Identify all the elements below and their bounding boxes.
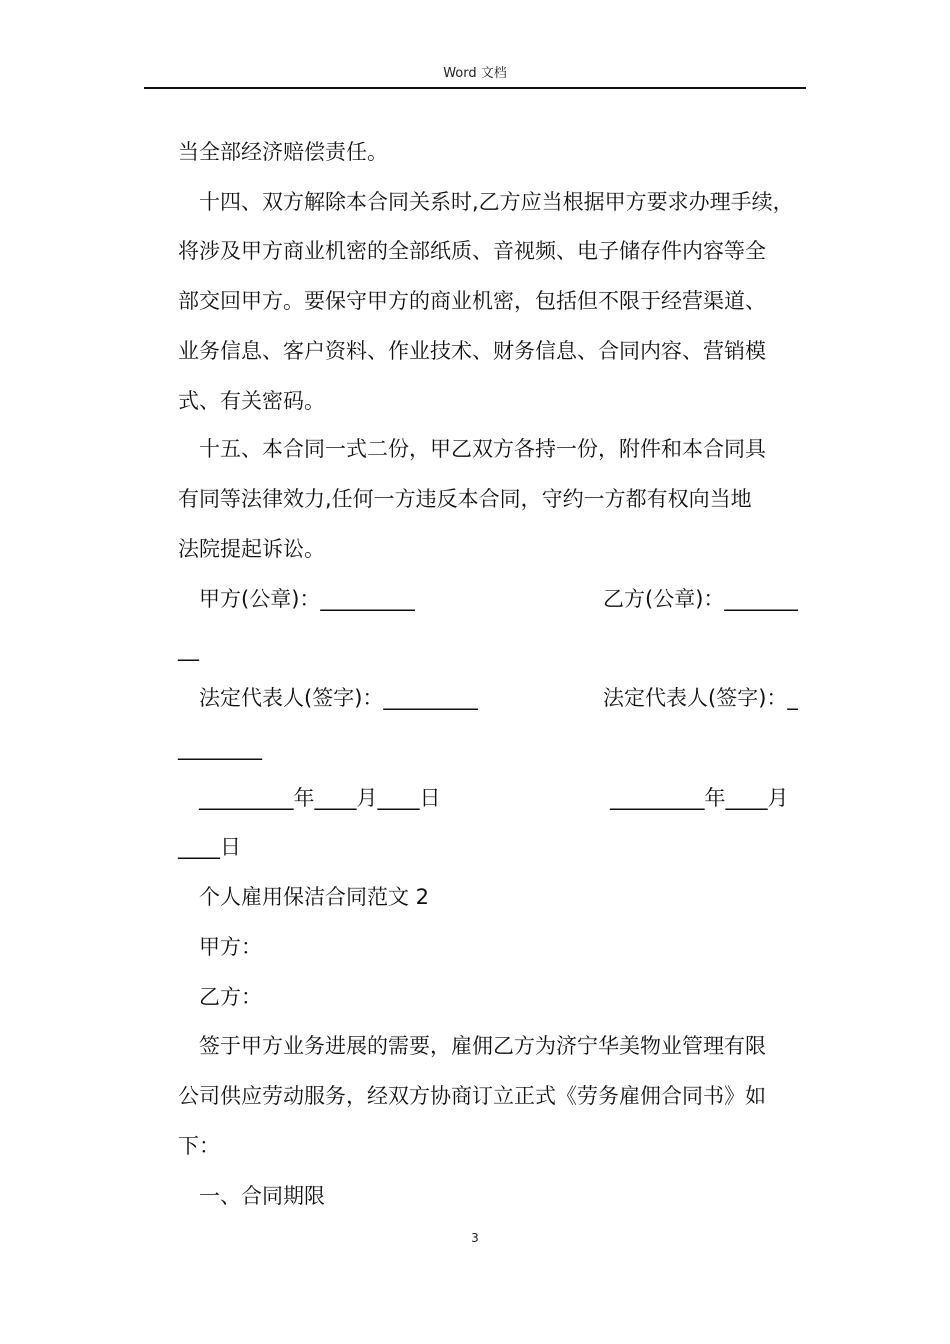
clause-15-line: 法院提起诉讼。 [178, 537, 325, 561]
party-b-date-field-continued: ____日 [178, 835, 241, 859]
preamble-line: 公司供应劳动服务，经双方协商订立正式《劳务雇佣合同书》如 [178, 1084, 766, 1108]
party-b-representative-field-continued: ________ [178, 736, 262, 760]
clause-14-line: 十四、双方解除本合同关系时,乙方应当根据甲方要求办理手续， [178, 190, 794, 214]
section-title: 个人雇用保洁合同范文 2 [178, 885, 430, 909]
page-number: 3 [471, 1231, 479, 1245]
clause-15-line: 十五、本合同一式二份，甲乙双方各持一份，附件和本合同具 [178, 437, 766, 461]
paragraph-line: 当全部经济赔偿责任。 [178, 140, 388, 164]
clause-15-line: 有同等法律效力,任何一方违反本合同，守约一方都有权向当地 [178, 487, 752, 511]
party-a-seal-field: 甲方(公章)：_________ [178, 587, 415, 611]
party-b-date-field: _________年____月 [610, 786, 789, 810]
party-b-seal-field: 乙方(公章)：_______ [603, 587, 798, 611]
party-b-seal-field-continued: __ [178, 637, 199, 661]
party-a-date-field: _________年____月____日 [178, 786, 441, 810]
preamble-line: 签于甲方业务进展的需要，雇佣乙方为济宁华美物业管理有限 [178, 1034, 766, 1058]
header-divider [144, 87, 806, 89]
party-a-label: 甲方： [178, 935, 262, 959]
party-a-representative-field: 法定代表人(签字)：_________ [178, 686, 478, 710]
party-b-label: 乙方： [178, 985, 262, 1009]
clause-14-line: 部交回甲方。要保守甲方的商业机密，包括但不限于经营渠道、 [178, 289, 766, 313]
clause-heading: 一、合同期限 [178, 1184, 325, 1208]
party-b-representative-field: 法定代表人(签字)：_ [603, 686, 798, 710]
preamble-line: 下： [178, 1134, 220, 1158]
clause-14-line: 式、有关密码。 [178, 389, 325, 413]
clause-14-line: 业务信息、客户资料、作业技术、财务信息、合同内容、营销模 [178, 339, 766, 363]
header-title: Word 文档 [443, 66, 507, 81]
clause-14-line: 将涉及甲方商业机密的全部纸质、音视频、电子储存件内容等全 [178, 239, 766, 263]
